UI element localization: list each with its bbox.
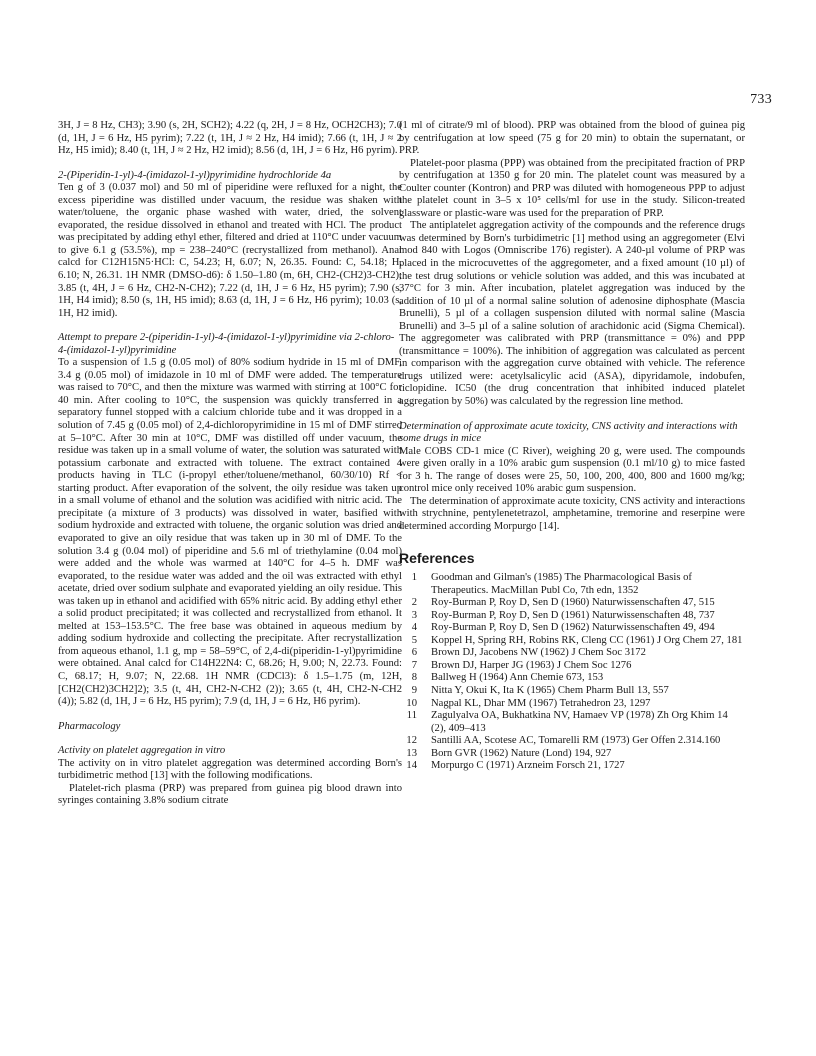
reference-item [399,672,745,685]
references-heading: References [399,549,475,566]
reference-item [399,622,745,635]
reference-number: 4 [411,622,417,634]
reference-number: 8 [411,672,417,684]
reference-text: Zagulyalva OA, Bukhatkina NV, Hamaev VP (1978) Zh Org Khim 14 (2), 409–413 [431,710,728,734]
synthesis-paragraph-4a: Ten g of 3 (0.037 mol) and 50 ml of piperidine were refluxed for a night, the excess piperidine was distilled under vacuum, the residue was shaken with water/toluene, the organic phase washed with water, dried, the solvent evaporated, the residue dissolved in ethanol and treated with HCl. The product was precipitated by adding ethyl ether, filtered and dried at 110°C under vacuum to give 6.1 g (53.5%), mp = 238–240°C (recrystallized from methanol). Anal calcd for C12H15N5·HCl: C, 54.23; H, 6.07; N, 26.35. Found: C, 54.18; H, 6.10; N, 26.31. 1H NMR (DMSO-d6): δ 1.50–1.80 (m, 6H, CH2-(CH2)3-CH2); 3.85 (t, 4H, J = 6 Hz, CH2-N-CH2); 7.22 (d, 1H, J = 6 Hz, H5 pyrim); 7.90 (s, 1H, H4 imid); 8.50 (s, 1H, H5 imid); 8.63 (d, 1H, J = 6 Hz, H6 pyrim); 10.03 (s, 1H, H2 imid). [58,182,402,319]
reference-text: Nitta Y, Okui K, Ita K (1965) Chem Pharm Bull 13, 557 [431,684,669,696]
mice-paragraph: Male COBS CD-1 mice (C River), weighing 20 g, were used. The compounds were given orally in a 10% arabic gum suspension (0.1 ml/10 g) to mice fasted for 3 h. The range of doses were 25, 50, 100, 200, 400, 800 and 1600 mg/kg; control mice only received 10% arabic gum suspension. [399,445,745,495]
reference-item [399,647,745,660]
reference-text: Roy-Burman P, Roy D, Sen D (1961) Naturwissenschaften 48, 737 [431,609,715,621]
reference-item [399,635,745,648]
reference-text: Ballweg H (1964) Ann Chemie 673, 153 [431,672,604,684]
synthesis-paragraph-attempt: To a suspension of 1.5 g (0.05 mol) of 80% sodium hydride in 15 ml of DMF, 3.4 g (0.05 mol) of imidazole in 10 ml of DMF were added. The temperature was raised to 70°C, and then the mixture was warmed with stirring at 100°C for 40 min. After cooling to 10°C, the suspension was quickly transferred in a separatory funnel stopped with a calcium chloride tube and it was dropped in a solution of 7.45 g (0.05 mol) of 2,4-dichloropyrimidine in 15 ml of DMF stirred at 5–10°C. After 30 min at 10°C, DMF was distilled off under vacuum, the residue was taken up in a small volume of water, the solution was saturated with potassium carbonate and extracted with toluene. The extract contained 4 products having in TLC (i-propyl ether/toluene/methanol, 60/30/10) Rf < starting product. After evaporation of the solvent, the oily residue was taken up in a small volume of ethanol and the solution was acidified with nitric acid. The precipitate (a mixture of 3 products) was dissolved in water, basified with sodium hydroxide and extracted with toluene, the organic solution was dried and evaporated to give an oily residue that was taken up in 30 ml of DMF. To the solution 3.4 g (0.04 mol) of piperidine and 5.6 ml of triethylamine (0.04 mol) were added and the whole was warmed at 140°C for 4–5 h. DMF was evaporated, to the residue water was added and the oil was extracted with ethyl acetate, dried over sodium sulphate and evaporated yielding an oily residue. This was taken up in ethanol and acidified with 65% nitric acid. By adding ethyl ether a solid product precipitated; it was collected and recrystallized from ethanol. It melted at 153–153.5°C. The free base was obtained in aqueous medium by adding sodium hydroxide and collecting the precipitate. After recrystallization from aqueous ethanol, 1.1 g, mp = 58–59°C, of 2,4-di(piperidin-1-yl)pyrimidine were obtained. Anal calcd for C14H22N4: C, 68.26; H, 9.00; N, 22.73. Found: C, 68.17; H, 9.07; N, 22.68. 1H NMR (CDCl3): δ 1.5–1.75 (m, 12H, [CH2(CH2)3CH2]2); 3.5 (t, 4H, CH2-N-CH2 (2)); 3.65 (t, 4H, CH2-N-CH2 (4)); 5.82 (d, 1H, J = 6 Hz, H5 pyrim); 7.9 (d, 1H, J = 6 Hz, H6 pyrim). [58,357,402,708]
section-heading-platelet: Activity on platelet aggregation in vitro [58,745,226,757]
reference-item [399,760,745,773]
reference-item [399,610,745,623]
reference-number: 7 [411,659,417,671]
reference-number: 9 [411,684,417,696]
reference-number: 2 [411,597,417,609]
reference-number: 10 [406,697,417,709]
reference-text: Roy-Burman P, Roy D, Sen D (1962) Naturwissenschaften 49, 494 [431,622,715,634]
prp-continuation-paragraph: (1 ml of citrate/9 ml of blood). PRP was obtained from the blood of guinea pig by centrifugation at low speed (75 g for 20 min) to obtain the supernatant, or PRP. [399,120,745,157]
reference-text: Nagpal KL, Dhar MM (1967) Tetrahedron 23, 1297 [431,697,651,709]
reference-item [399,748,745,761]
reference-number: 6 [411,647,417,659]
reference-item [399,597,745,610]
section-heading-pharmacology: Pharmacology [58,720,121,732]
section-heading-toxicity: Determination of approximate acute toxicity, CNS activity and interactions with some drugs in mice [399,420,738,445]
reference-item [399,698,745,711]
page-number: 733 [750,92,772,107]
reference-text: Brown DJ, Jacobens NW (1962) J Chem Soc 3172 [431,647,646,659]
ppp-paragraph: Platelet-poor plasma (PPP) was obtained from the precipitated fraction of PRP by centrifugation at 1350 g for 20 min. The platelet count was measured by a Coulter counter (Kontron) and PRP was diluted with homogeneous PPP to adjust the platelet count in 3–5 x 10⁵ cells/ml for use in the study. Silicon-treated glassware or plastic-ware was used for the preparation of PRP. [399,157,745,219]
references-list [399,572,745,773]
section-heading-compound-4a: 2-(Piperidin-1-yl)-4-(imidazol-1-yl)pyrimidine hydrochloride 4a [58,169,332,181]
reference-number: 11 [406,710,417,722]
reference-item [399,685,745,698]
reference-number: 5 [411,634,417,646]
reference-number: 1 [411,572,417,584]
nmr-continuation-paragraph: 3H, J = 8 Hz, CH3); 3.90 (s, 2H, SCH2); 4.22 (q, 2H, J = 8 Hz, OCH2CH3); 7.0 (d, 1H, J = 6 Hz, H5 pyrim); 7.22 (t, 1H, J ≈ 2 Hz, H4 imid); 7.66 (t, 1H, J ≈ 2 Hz, H5 imid); 8.40 (t, 1H, J ≈ 2 Hz, H2 imid); 8.56 (d, 1H, J = 6 Hz, H6 pyrim). [58,120,402,157]
reference-number: 3 [411,609,417,621]
right-column [399,120,745,773]
reference-text: Roy-Burman P, Roy D, Sen D (1960) Naturwissenschaften 47, 515 [431,597,715,609]
reference-text: Koppel H, Spring RH, Robins RK, Cleng CC (1961) J Org Chem 27, 181 [431,634,743,646]
antiplatelet-method-paragraph: The antiplatelet aggregation activity of the compounds and the reference drugs was determined by Born's turbidimetric [1] method using an aggregometer (Elvi mod 840 with Logos (Omniscribe 176) register). A 240-µl volume of PRP was placed in the microcuvettes of the aggregometer, and a fixed amount (10 µl) of the test drug solutions or vehicle solution was added, and this was incubated at 37°C for 3 min. After incubation, platelet aggregation was induced by the addition of 10 µl of a normal saline solution of adenosine diphosphate (Mascia Brunelli), 5 µl of a collagen suspension diluted with normal saline (Mascia Brunelli) and 3–5 µl of a saline solution of arachidonic acid (Sigma Chemical). The aggregometer was calibrated with PRP (transmittance = 0%) and PPP (transmittance = 100%). The inhibition of aggregation was calculated as percent in comparison with the aggregation curve obtained with vehicle. The reference drugs utilized were: acetylsalicylic acid (ASA), dipyridamole, indobufen, ticlopidine. IC50 (the drug concentration that inhibited induced platelet aggregation by 50%) was calculated by the regression line method. [399,220,745,408]
reference-text: Morpurgo C (1971) Arzneim Forsch 21, 1727 [431,760,625,772]
reference-item [399,735,745,748]
reference-text: Brown DJ, Harper JG (1963) J Chem Soc 1276 [431,659,632,671]
reference-text: Goodman and Gilman's (1985) The Pharmacological Basis of Therapeutics. MacMillan Publ Co, 7th edn, 1352 [431,572,692,596]
prp-paragraph: Platelet-rich plasma (PRP) was prepared from guinea pig blood drawn into syringes containing 3.8% sodium citrate [58,782,402,807]
reference-number: 12 [406,735,417,747]
reference-number: 13 [406,747,417,759]
section-heading-attempt: Attempt to prepare 2-(piperidin-1-yl)-4-(imidazol-1-yl)pyrimidine via 2-chloro-4-(imidazol-1-yl)pyrimidine [58,332,395,356]
reference-item [399,710,745,735]
reference-text: Santilli AA, Scotese AC, Tomarelli RM (1973) Ger Offen 2.314.160 [431,735,721,747]
reference-item [399,572,745,597]
cns-paragraph: The determination of approximate acute toxicity, CNS activity and interactions with strychnine, pentylenetetrazol, amphetamine, tremorine and reserpine were determined according Morpurgo [14]. [399,495,745,532]
reference-text: Born GVR (1962) Nature (Lond) 194, 927 [431,747,612,759]
reference-number: 14 [406,760,417,772]
reference-item [399,660,745,673]
platelet-intro-paragraph: The activity on in vitro platelet aggregation was determined according Born's turbidimetric method [13] with the following modifications. [58,757,402,782]
left-column [58,120,402,808]
